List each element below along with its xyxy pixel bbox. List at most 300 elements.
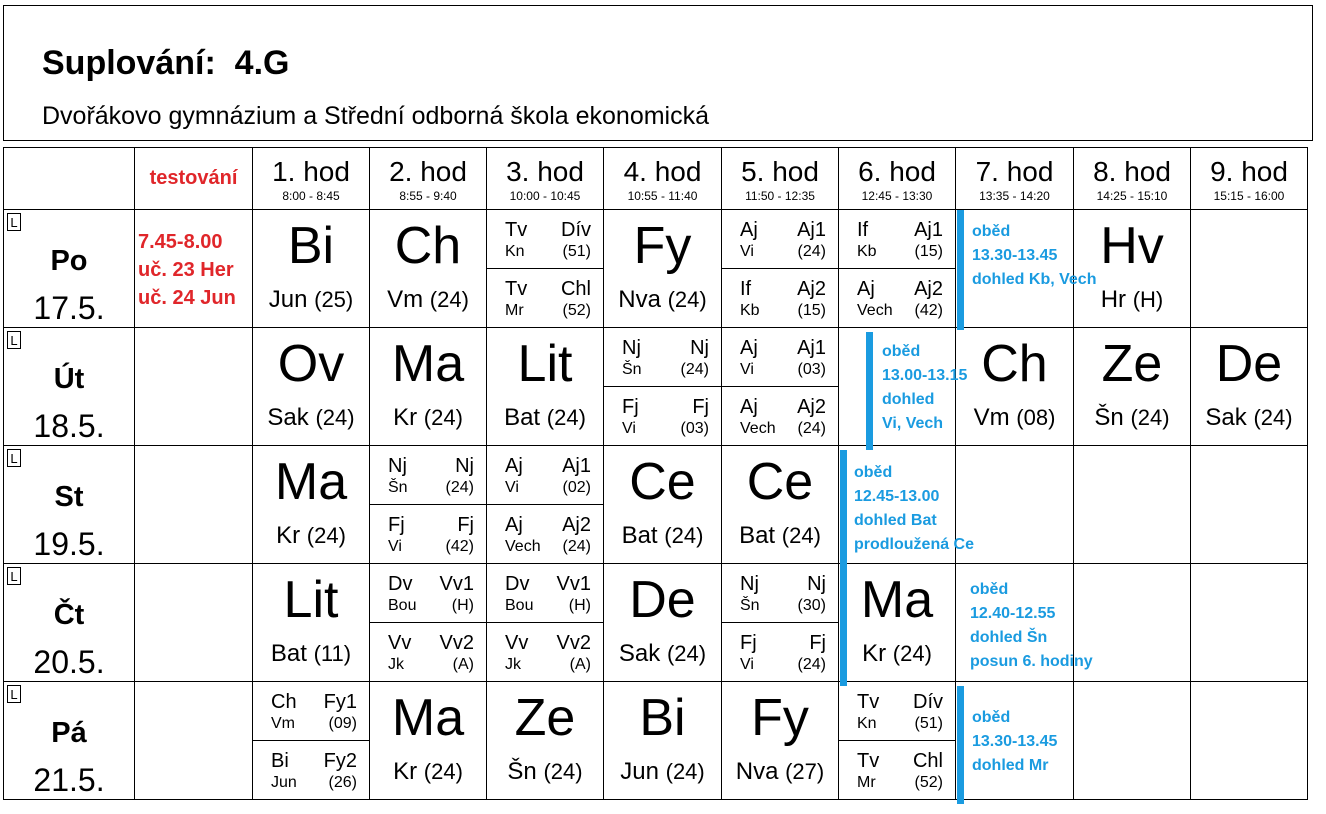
hour-header-1 bbox=[253, 148, 370, 210]
teacher-room bbox=[253, 286, 369, 314]
hour-label: 7. hod bbox=[975, 155, 1054, 187]
subject: Aj bbox=[505, 514, 523, 536]
subject: De bbox=[1215, 335, 1283, 393]
lunch-bar-tue bbox=[866, 332, 873, 450]
hour-label: 6. hod bbox=[858, 155, 936, 187]
testing-cell bbox=[135, 564, 253, 682]
subject: Ch bbox=[394, 217, 462, 275]
room: (A) bbox=[452, 656, 474, 673]
teacher: Šn bbox=[740, 597, 760, 614]
testing-line: 7.45-8.00 bbox=[138, 231, 223, 253]
group-lesson bbox=[487, 623, 603, 681]
group-lesson bbox=[253, 682, 369, 741]
teacher-room bbox=[604, 640, 721, 668]
testing-cell bbox=[135, 682, 253, 800]
subject: Ze bbox=[1101, 335, 1163, 393]
day-name: Čt bbox=[53, 599, 85, 631]
room: (52) bbox=[562, 302, 591, 319]
day-l-marker: L bbox=[7, 685, 21, 703]
group-lesson bbox=[370, 564, 486, 623]
hour-label: 2. hod bbox=[389, 155, 467, 187]
day-date: 19.5. bbox=[33, 526, 105, 562]
group: Fy2 bbox=[323, 750, 357, 772]
room: (24) bbox=[546, 405, 586, 430]
teacher: Šn bbox=[507, 758, 537, 785]
group-lesson bbox=[487, 564, 603, 623]
lunch-note-thu: oběd 12.40-12.55 dohled Šn posun 6. hodiny bbox=[970, 581, 1093, 670]
room: (24) bbox=[667, 287, 707, 312]
split-lesson-cell bbox=[253, 682, 370, 800]
lesson-cell bbox=[370, 682, 487, 800]
lunch-note-wed: oběd 12.45-13.00 dohled Bat prodloužená Ce bbox=[854, 464, 975, 553]
group-lesson bbox=[839, 269, 955, 327]
group: Aj2 bbox=[797, 278, 826, 300]
split-lesson-cell bbox=[370, 564, 487, 682]
empty-cell bbox=[1191, 446, 1308, 564]
day-date: 18.5. bbox=[33, 408, 105, 444]
teacher-room bbox=[253, 404, 369, 432]
lunch-note-fri: oběd 13.30-13.45 dohled Mr bbox=[972, 709, 1058, 774]
hour-time: 10:00 - 10:45 bbox=[509, 188, 581, 203]
teacher: Bou bbox=[505, 597, 534, 614]
teacher: Šn bbox=[388, 479, 408, 496]
day-row bbox=[4, 682, 1308, 800]
group: Aj1 bbox=[797, 219, 826, 241]
hour-label: 5. hod bbox=[741, 155, 819, 187]
room: (24) bbox=[666, 641, 707, 666]
subject: Tv bbox=[857, 691, 880, 713]
testing-cell bbox=[135, 210, 253, 328]
room: (24) bbox=[680, 361, 709, 378]
hour-label: 4. hod bbox=[623, 155, 702, 187]
lesson-cell bbox=[604, 210, 722, 328]
teacher: Vi bbox=[740, 243, 754, 260]
empty-cell bbox=[1074, 446, 1191, 564]
lesson-cell bbox=[839, 564, 956, 682]
room: (24) bbox=[423, 405, 463, 430]
split-lesson-cell bbox=[370, 446, 487, 564]
teacher: Kb bbox=[857, 243, 877, 260]
lesson-cell bbox=[722, 446, 839, 564]
subject: Fj bbox=[622, 396, 639, 418]
hour-time: 15:15 - 16:00 bbox=[1213, 188, 1285, 203]
subject: Fy bbox=[633, 217, 692, 275]
empty-cell bbox=[1074, 682, 1191, 800]
day-l-marker: L bbox=[7, 449, 21, 467]
room: (25) bbox=[314, 287, 354, 312]
hour-header-8 bbox=[1074, 148, 1191, 210]
room: (42) bbox=[445, 538, 474, 555]
group-lesson bbox=[722, 623, 838, 681]
day-cell bbox=[4, 210, 135, 328]
lesson-cell bbox=[253, 210, 370, 328]
subject: Tv bbox=[505, 219, 528, 241]
lunch-bar-fri bbox=[957, 686, 964, 804]
day-l-marker: L bbox=[7, 213, 21, 231]
teacher: Nva bbox=[618, 286, 661, 313]
teacher: Vi bbox=[740, 656, 754, 673]
teacher: Jun bbox=[620, 758, 659, 785]
teacher: Jk bbox=[388, 656, 404, 673]
room: (24) bbox=[562, 538, 591, 555]
room: (11) bbox=[313, 641, 352, 666]
teacher: Kr bbox=[276, 522, 301, 549]
empty-cell bbox=[1191, 682, 1308, 800]
subject: Ce bbox=[629, 453, 696, 511]
teacher: Kr bbox=[862, 640, 887, 667]
room: (30) bbox=[797, 597, 826, 614]
room: (24) bbox=[445, 479, 474, 496]
school-name: Dvořákovo gymnázium a Střední odborná škola ekonomická bbox=[42, 102, 710, 130]
lunch-bar-mon bbox=[957, 210, 964, 330]
testing-line: uč. 23 Her bbox=[138, 259, 234, 281]
hour-time: 11:50 - 12:35 bbox=[745, 188, 815, 203]
group-lesson bbox=[253, 741, 369, 799]
hour-time: 8:00 - 8:45 bbox=[282, 188, 340, 203]
teacher: Sak bbox=[1205, 404, 1247, 431]
teacher-room bbox=[604, 522, 721, 550]
group-lesson bbox=[487, 505, 603, 563]
subject: Hv bbox=[1100, 217, 1164, 275]
hour-header-6 bbox=[839, 148, 956, 210]
subject: De bbox=[629, 571, 696, 629]
day-name: Po bbox=[50, 245, 88, 277]
group-lesson bbox=[487, 269, 603, 327]
teacher-room bbox=[253, 522, 369, 550]
subject: Dv bbox=[388, 573, 413, 595]
teacher: Bat bbox=[504, 404, 541, 431]
teacher: Vm bbox=[973, 404, 1010, 431]
lesson-cell bbox=[253, 446, 370, 564]
split-lesson-cell bbox=[839, 682, 956, 800]
teacher: Vi bbox=[388, 538, 402, 555]
room: (24) bbox=[1130, 405, 1170, 430]
group: Aj2 bbox=[797, 396, 826, 418]
lesson-cell bbox=[604, 682, 722, 800]
lesson-cell bbox=[253, 328, 370, 446]
day-cell bbox=[4, 682, 135, 800]
schedule-table bbox=[3, 147, 1308, 800]
room: (51) bbox=[562, 243, 591, 260]
subject: Ma bbox=[860, 571, 934, 629]
day-row bbox=[4, 210, 1308, 328]
teacher: Vm bbox=[387, 286, 424, 313]
group-lesson bbox=[722, 328, 838, 387]
room: (15) bbox=[797, 302, 826, 319]
hour-time: 10:55 - 11:40 bbox=[627, 188, 698, 203]
empty-cell bbox=[1191, 210, 1308, 328]
day-cell bbox=[4, 564, 135, 682]
teacher-room bbox=[487, 758, 603, 786]
split-lesson-cell bbox=[839, 210, 956, 328]
testing-cell bbox=[135, 328, 253, 446]
group: Aj1 bbox=[914, 219, 943, 241]
group: Fy1 bbox=[323, 691, 357, 713]
corner-cell bbox=[4, 148, 135, 210]
group-lesson bbox=[722, 387, 838, 445]
subject: Ma bbox=[391, 689, 465, 747]
day-name: Pá bbox=[51, 717, 87, 749]
group: Aj2 bbox=[914, 278, 943, 300]
room: (15) bbox=[914, 243, 943, 260]
subject: Ma bbox=[274, 453, 348, 511]
room: (H) bbox=[568, 597, 591, 614]
room: (24) bbox=[781, 523, 821, 548]
room: (24) bbox=[892, 641, 932, 666]
group: Vv2 bbox=[439, 632, 474, 654]
lesson-cell bbox=[722, 682, 839, 800]
split-lesson-cell bbox=[722, 328, 839, 446]
group-lesson bbox=[839, 210, 955, 269]
subject: Nj bbox=[622, 337, 641, 359]
teacher: Kn bbox=[505, 243, 525, 260]
split-lesson-cell bbox=[604, 328, 722, 446]
lesson-cell bbox=[1191, 328, 1308, 446]
lesson-cell bbox=[604, 446, 722, 564]
subject: Aj bbox=[740, 396, 758, 418]
teacher-room bbox=[1191, 404, 1307, 432]
day-row bbox=[4, 446, 1308, 564]
subject: Bi bbox=[639, 689, 686, 747]
subject: Aj bbox=[740, 337, 758, 359]
hour-label: 1. hod bbox=[272, 155, 350, 187]
group-lesson bbox=[487, 446, 603, 505]
hour-time: 13:35 - 14:20 bbox=[979, 188, 1050, 203]
group-lesson bbox=[370, 623, 486, 681]
group-lesson bbox=[604, 387, 721, 445]
lesson-cell bbox=[253, 564, 370, 682]
subject: Aj bbox=[740, 219, 758, 241]
subject: Nj bbox=[740, 573, 759, 595]
lesson-cell bbox=[487, 328, 604, 446]
teacher: Bou bbox=[388, 597, 417, 614]
hours-header-row bbox=[4, 148, 1308, 210]
lesson-cell bbox=[604, 564, 722, 682]
header-box bbox=[3, 5, 1313, 141]
group-lesson bbox=[604, 328, 721, 387]
split-lesson-cell bbox=[722, 564, 839, 682]
subject: Bi bbox=[287, 217, 335, 275]
hour-header-2 bbox=[370, 148, 487, 210]
hour-label: 9. hod bbox=[1210, 155, 1288, 187]
group: Vv1 bbox=[556, 573, 591, 595]
teacher: Mr bbox=[505, 302, 524, 319]
subject: If bbox=[740, 278, 752, 300]
lunch-bar-wed-thu bbox=[840, 450, 847, 686]
split-lesson-cell bbox=[487, 446, 604, 564]
room: (24) bbox=[315, 405, 355, 430]
subject: Fy bbox=[751, 689, 809, 747]
subject: Ce bbox=[746, 453, 814, 511]
day-cell bbox=[4, 328, 135, 446]
teacher: Kr bbox=[393, 404, 418, 431]
teacher: Jun bbox=[268, 286, 308, 313]
group-lesson bbox=[722, 269, 838, 327]
teacher: Vech bbox=[857, 302, 893, 319]
lunch-note-mon: oběd 13.30-13.45 dohled Kb, Vech bbox=[972, 223, 1097, 288]
day-name: St bbox=[54, 481, 84, 513]
room: (03) bbox=[680, 420, 709, 437]
empty-cell bbox=[1191, 564, 1308, 682]
subject: Bi bbox=[271, 750, 289, 772]
teacher: Šn bbox=[1094, 404, 1124, 431]
split-lesson-cell bbox=[487, 564, 604, 682]
day-date: 21.5. bbox=[33, 762, 105, 798]
group: Vv1 bbox=[439, 573, 474, 595]
group: Vv2 bbox=[556, 632, 591, 654]
subject: If bbox=[857, 219, 869, 241]
teacher: Nva bbox=[735, 758, 779, 785]
teacher-room bbox=[956, 404, 1073, 432]
group: Dív bbox=[913, 691, 943, 713]
room: (27) bbox=[785, 759, 825, 784]
room: (24) bbox=[423, 759, 463, 784]
group: Nj bbox=[807, 573, 826, 595]
teacher-room bbox=[604, 286, 721, 314]
group-lesson bbox=[370, 446, 486, 505]
room: (24) bbox=[665, 759, 705, 784]
testing-note bbox=[135, 228, 236, 312]
hour-header-9 bbox=[1191, 148, 1308, 210]
group: Chl bbox=[912, 750, 943, 772]
room: (24) bbox=[543, 759, 583, 784]
subject: Tv bbox=[505, 278, 528, 300]
day-name: Út bbox=[53, 363, 85, 395]
day-cell bbox=[4, 446, 135, 564]
teacher: Vech bbox=[740, 420, 776, 437]
room: (24) bbox=[306, 523, 346, 548]
page-title: Suplování: 4.G bbox=[42, 44, 290, 82]
teacher: Jk bbox=[505, 656, 521, 673]
teacher-room bbox=[487, 404, 603, 432]
teacher: Kn bbox=[857, 715, 877, 732]
day-l-marker: L bbox=[7, 331, 21, 349]
subject: Ch bbox=[981, 335, 1048, 393]
group-lesson bbox=[722, 210, 838, 269]
teacher-room bbox=[722, 758, 838, 786]
split-lesson-cell bbox=[722, 210, 839, 328]
hour-time: 14:25 - 15:10 bbox=[1096, 188, 1168, 203]
teacher: Šn bbox=[622, 361, 642, 378]
subject: Lit bbox=[517, 335, 573, 393]
teacher: Jun bbox=[271, 774, 297, 791]
room: (02) bbox=[562, 479, 591, 496]
group: Dív bbox=[561, 219, 591, 241]
day-date: 17.5. bbox=[33, 290, 105, 326]
teacher-room bbox=[1074, 404, 1190, 432]
subject: Vv bbox=[505, 632, 529, 654]
subject: Fj bbox=[740, 632, 757, 654]
hour-header-3 bbox=[487, 148, 604, 210]
subject: Dv bbox=[505, 573, 530, 595]
teacher: Vi bbox=[740, 361, 754, 378]
subject: Nj bbox=[388, 455, 407, 477]
room: (A) bbox=[569, 656, 591, 673]
teacher: Kr bbox=[393, 758, 418, 785]
teacher: Vi bbox=[505, 479, 519, 496]
group: Nj bbox=[690, 337, 709, 359]
group: Fj bbox=[692, 396, 709, 418]
subject: Aj bbox=[505, 455, 523, 477]
teacher: Vi bbox=[622, 420, 636, 437]
group: Fj bbox=[809, 632, 826, 654]
teacher: Bat bbox=[621, 522, 658, 549]
lunch-note-tue: oběd 13.00-13.15 dohled Vi, Vech bbox=[882, 343, 968, 432]
teacher-room bbox=[722, 522, 838, 550]
teacher: Kb bbox=[740, 302, 760, 319]
lesson-cell bbox=[370, 328, 487, 446]
group-lesson bbox=[370, 505, 486, 563]
teacher-room bbox=[839, 640, 955, 668]
lesson-cell bbox=[956, 328, 1074, 446]
group: Aj1 bbox=[562, 455, 591, 477]
room: (24) bbox=[1253, 405, 1293, 430]
group: Aj1 bbox=[797, 337, 826, 359]
day-l-marker: L bbox=[7, 567, 21, 585]
room: (24) bbox=[429, 287, 469, 312]
day-row bbox=[4, 328, 1308, 446]
teacher: Vm bbox=[271, 715, 295, 732]
group-lesson bbox=[722, 564, 838, 623]
hour-time: 12:45 - 13:30 bbox=[861, 188, 933, 203]
subject: Ze bbox=[514, 689, 576, 747]
subject: Ov bbox=[277, 335, 345, 393]
group: Chl bbox=[560, 278, 591, 300]
room: (26) bbox=[328, 774, 357, 791]
teacher: Vech bbox=[505, 538, 541, 555]
hour-header-4 bbox=[604, 148, 722, 210]
room: (08) bbox=[1016, 405, 1056, 430]
subject: Aj bbox=[857, 278, 875, 300]
subject: Ma bbox=[391, 335, 465, 393]
hour-label: 8. hod bbox=[1093, 155, 1171, 187]
room: (H) bbox=[451, 597, 474, 614]
room: (24) bbox=[664, 523, 704, 548]
room: (03) bbox=[797, 361, 826, 378]
teacher-room bbox=[604, 758, 721, 786]
room: (H) bbox=[1132, 287, 1164, 312]
room: (24) bbox=[797, 420, 826, 437]
day-row bbox=[4, 564, 1308, 682]
teacher-room bbox=[370, 758, 486, 786]
teacher: Bat bbox=[270, 640, 307, 667]
hour-header-7 bbox=[956, 148, 1074, 210]
group-lesson bbox=[487, 210, 603, 269]
teacher: Mr bbox=[857, 774, 876, 791]
group: Fj bbox=[457, 514, 474, 536]
testing-line: uč. 24 Jun bbox=[138, 287, 236, 309]
room: (24) bbox=[797, 656, 826, 673]
group: Nj bbox=[455, 455, 474, 477]
teacher-room bbox=[253, 640, 369, 668]
teacher: Hr bbox=[1100, 286, 1127, 313]
hour-label: 3. hod bbox=[506, 155, 584, 187]
day-date: 20.5. bbox=[33, 644, 105, 680]
group-lesson bbox=[839, 741, 955, 799]
group-lesson bbox=[839, 682, 955, 741]
testing-header: testování bbox=[135, 148, 253, 210]
lesson-cell bbox=[487, 682, 604, 800]
teacher: Sak bbox=[618, 640, 661, 667]
teacher-room bbox=[370, 286, 486, 314]
subject: Ch bbox=[271, 691, 297, 713]
hour-time: 8:55 - 9:40 bbox=[399, 188, 457, 203]
room: (09) bbox=[328, 715, 357, 732]
lesson-cell bbox=[370, 210, 487, 328]
teacher: Sak bbox=[267, 404, 309, 431]
room: (52) bbox=[914, 774, 943, 791]
subject: Lit bbox=[283, 571, 339, 629]
